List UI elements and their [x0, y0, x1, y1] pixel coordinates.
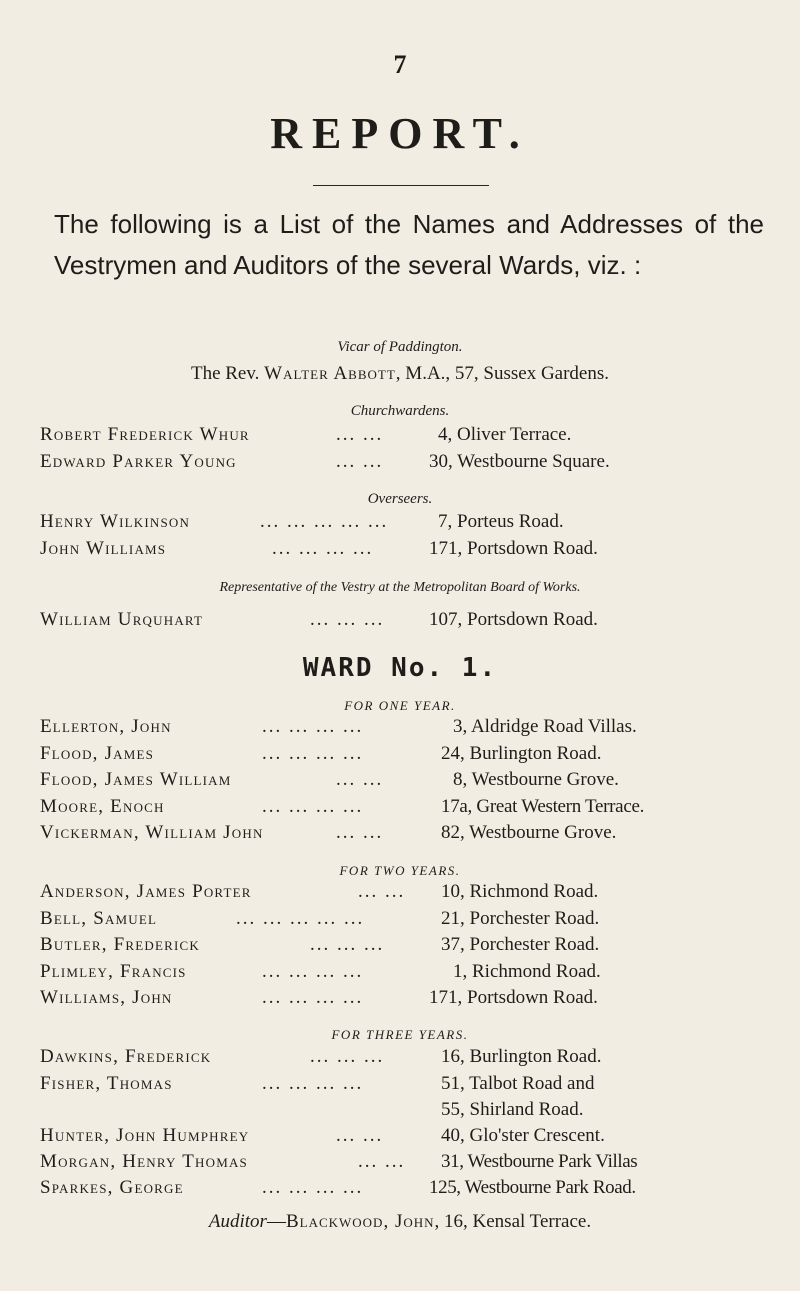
entry-name: Ellerton, John	[40, 716, 172, 737]
entry-address: 17a, Great Western Terrace.	[441, 796, 645, 817]
leader-dots: ... ... ... ... ...	[236, 908, 365, 929]
leader-dots: ... ...	[358, 881, 406, 902]
entry-address: 125, Westbourne Park Road.	[429, 1177, 636, 1198]
leader-dots: ... ... ...	[310, 1046, 385, 1067]
entry-name: Robert Frederick Whur	[40, 424, 250, 445]
leader-dots: ... ... ... ...	[262, 987, 364, 1008]
one-year-row	[40, 796, 780, 822]
leader-dots: ... ... ... ...	[262, 1177, 364, 1198]
leader-dots: ... ... ...	[310, 609, 385, 630]
entry-name: Flood, James	[40, 743, 155, 764]
entry-name: Bell, Samuel	[40, 908, 158, 929]
entry-name: Sparkes, George	[40, 1177, 184, 1198]
entry-name: Morgan, Henry Thomas	[40, 1151, 248, 1172]
entry-name: Dawkins, Frederick	[40, 1046, 212, 1067]
churchwarden-row	[40, 424, 780, 450]
churchwarden-row	[40, 451, 780, 477]
overseers-heading: Overseers.	[367, 491, 433, 507]
leader-dots: ... ... ...	[310, 934, 385, 955]
entry-address: 3, Aldridge Road Villas.	[453, 716, 637, 737]
entry-name: Vickerman, William John	[40, 822, 264, 843]
entry-name: Anderson, James Porter	[40, 881, 252, 902]
leader-dots: ... ...	[358, 1151, 406, 1172]
entry-address: 10, Richmond Road.	[441, 881, 599, 902]
two-years-row	[40, 908, 780, 934]
three-years-row	[40, 1177, 780, 1203]
entry-address: 30, Westbourne Square.	[429, 451, 610, 472]
vicar-detail: , M.A., 57, Sussex Gardens.	[395, 363, 610, 384]
entry-name: Moore, Enoch	[40, 796, 165, 817]
leader-dots: ... ...	[336, 1125, 384, 1146]
auditor-dash: —	[266, 1211, 286, 1232]
page-number: 7	[393, 50, 407, 79]
two-years-row	[40, 961, 780, 987]
auditor-address: , 16, Kensal Terrace.	[434, 1211, 592, 1232]
entry-address: 37, Porchester Road.	[441, 934, 600, 955]
auditor-line	[0, 1211, 800, 1233]
entry-name: Butler, Frederick	[40, 934, 201, 955]
entry-name: Williams, John	[40, 987, 173, 1008]
entry-address: 16, Burlington Road.	[441, 1046, 602, 1067]
entry-address: 21, Porchester Road.	[441, 908, 600, 929]
overseer-row	[40, 511, 780, 537]
title-divider	[313, 185, 489, 186]
entry-name: Fisher, Thomas	[40, 1073, 173, 1094]
leader-dots: ... ... ... ...	[262, 796, 364, 817]
one-year-row	[40, 716, 780, 742]
entry-name: John Williams	[40, 538, 167, 559]
entry-address: 55, Shirland Road.	[441, 1099, 584, 1120]
three-years-row	[40, 1099, 780, 1125]
two-years-row	[40, 934, 780, 960]
entry-name: Henry Wilkinson	[40, 511, 191, 532]
leader-dots: ... ... ... ...	[262, 1073, 364, 1094]
three-years-row	[40, 1151, 780, 1177]
entry-address: 40, Glo'ster Crescent.	[441, 1125, 605, 1146]
entry-address: 82, Westbourne Grove.	[441, 822, 617, 843]
entry-address: 4, Oliver Terrace.	[438, 424, 572, 445]
leader-dots: ... ...	[336, 424, 384, 445]
two-years-heading: FOR TWO YEARS.	[339, 863, 461, 878]
entry-name: Hunter, John Humphrey	[40, 1125, 250, 1146]
leader-dots: ... ...	[336, 769, 384, 790]
auditor-name: Blackwood, John	[285, 1211, 435, 1232]
entry-address: 1, Richmond Road.	[453, 961, 601, 982]
entry-address: 24, Burlington Road.	[441, 743, 602, 764]
entry-address: 8, Westbourne Grove.	[453, 769, 619, 790]
entry-address: 51, Talbot Road and	[441, 1073, 595, 1094]
entry-address: 171, Portsdown Road.	[429, 987, 598, 1008]
leader-dots: ... ... ... ...	[262, 743, 364, 764]
overseer-row	[40, 538, 780, 564]
intro-paragraph: The following is a List of the Names and Addresses of the Vestrymen and Auditors of the several Wards, viz. :	[54, 209, 764, 280]
two-years-row	[40, 881, 780, 907]
representative-row	[40, 609, 780, 635]
leader-dots: ... ... ... ...	[272, 538, 374, 559]
one-year-row	[40, 769, 780, 795]
page-title: REPORT.	[270, 109, 530, 158]
entry-name: William Urquhart	[40, 609, 204, 630]
leader-dots: ... ... ... ... ...	[260, 511, 389, 532]
one-year-row	[40, 822, 780, 848]
vicar-heading: Vicar of Paddington.	[337, 339, 463, 355]
one-year-heading: FOR ONE YEAR.	[344, 698, 456, 713]
two-years-row	[40, 987, 780, 1013]
entry-address: 107, Portsdown Road.	[429, 609, 598, 630]
leader-dots: ... ... ... ...	[262, 961, 364, 982]
one-year-row	[40, 743, 780, 769]
entry-name: Flood, James William	[40, 769, 232, 790]
three-years-row	[40, 1046, 780, 1072]
auditor-label: Auditor	[208, 1211, 267, 1232]
entry-address: 31, Westbourne Park Villas	[441, 1151, 638, 1172]
entry-name: Plimley, Francis	[40, 961, 187, 982]
entry-name: Edward Parker Young	[40, 451, 237, 472]
leader-dots: ... ... ... ...	[262, 716, 364, 737]
leader-dots: ... ...	[336, 822, 384, 843]
three-years-row	[40, 1125, 780, 1151]
three-years-row	[40, 1073, 780, 1099]
churchwardens-heading: Churchwardens.	[350, 403, 450, 419]
entry-address: 7, Porteus Road.	[438, 511, 564, 532]
representative-heading: Representative of the Vestry at the Metropolitan Board of Works.	[219, 580, 581, 595]
vicar-name: Walter Abbott	[264, 363, 396, 384]
vicar-prefix: The Rev.	[190, 363, 260, 384]
leader-dots: ... ...	[336, 451, 384, 472]
three-years-heading: FOR THREE YEARS.	[331, 1027, 469, 1042]
entry-address: 171, Portsdown Road.	[429, 538, 598, 559]
ward-title: WARD No. 1.	[302, 653, 498, 683]
vicar-line	[0, 363, 800, 385]
